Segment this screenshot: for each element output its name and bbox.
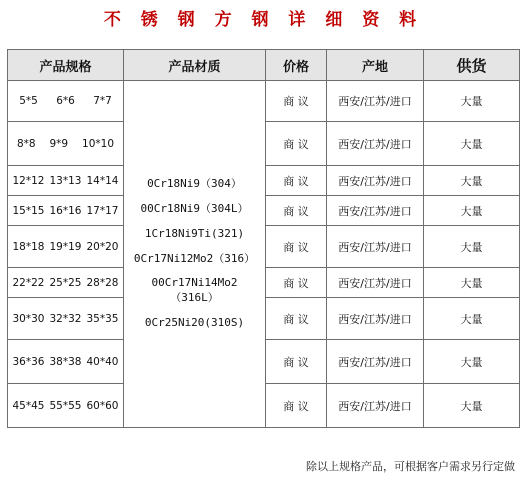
- size-value: 6*6: [56, 95, 75, 107]
- price-cell: 商 议: [266, 384, 327, 428]
- page-title: 不 锈 钢 方 钢 详 细 资 料: [103, 10, 424, 30]
- origin-cell: 西安/江苏/进口: [327, 81, 424, 122]
- supply-cell: 大量: [424, 122, 520, 166]
- size-value: 25*25: [49, 276, 82, 289]
- size-value: 18*18: [12, 240, 45, 253]
- size-value: 35*35: [86, 312, 119, 325]
- size-value: 19*19: [49, 240, 82, 253]
- size-value: 7*7: [93, 95, 112, 107]
- price-cell: 商 议: [266, 122, 327, 166]
- table-body: [8, 81, 520, 428]
- price-cell: 商 议: [266, 268, 327, 298]
- origin-cell: 西安/江苏/进口: [327, 166, 424, 196]
- spec-cell: [8, 226, 124, 268]
- spec-cell: [8, 166, 124, 196]
- price-cell: 商 议: [266, 340, 327, 384]
- origin-cell: 西安/江苏/进口: [327, 268, 424, 298]
- header-supply: 供货: [424, 50, 520, 81]
- origin-cell: 西安/江苏/进口: [327, 226, 424, 268]
- material-item: 0Cr18Ni9（304）: [147, 177, 242, 191]
- size-value: 40*40: [86, 355, 119, 368]
- size-value: 30*30: [12, 312, 45, 325]
- origin-cell: 西安/江苏/进口: [327, 384, 424, 428]
- price-cell: 商 议: [266, 166, 327, 196]
- supply-cell: 大量: [424, 196, 520, 226]
- spec-cell: [8, 196, 124, 226]
- size-value: 55*55: [49, 399, 82, 412]
- size-value: 14*14: [86, 174, 119, 187]
- size-value: 22*22: [12, 276, 45, 289]
- header-price: 价格: [266, 50, 327, 81]
- price-cell: 商 议: [266, 226, 327, 268]
- supply-cell: 大量: [424, 340, 520, 384]
- supply-cell: 大量: [424, 81, 520, 122]
- material-cell: [124, 81, 266, 428]
- material-item: 0Cr25Ni20(310S): [144, 316, 245, 330]
- supply-cell: 大量: [424, 166, 520, 196]
- spec-table: [7, 49, 520, 428]
- material-item: 00Cr17Ni14Mo2 （316L）: [151, 276, 238, 305]
- size-value: 15*15: [12, 204, 45, 217]
- size-value: 28*28: [86, 276, 119, 289]
- size-value: 16*16: [49, 204, 82, 217]
- spec-cell: [8, 81, 124, 122]
- material-item: 1Cr18Ni9Ti(321): [144, 226, 245, 240]
- supply-cell: 大量: [424, 384, 520, 428]
- spec-cell: [8, 268, 124, 298]
- size-value: 9*9: [49, 137, 69, 150]
- price-cell: 商 议: [266, 81, 327, 122]
- origin-cell: 西安/江苏/进口: [327, 298, 424, 340]
- supply-cell: 大量: [424, 268, 520, 298]
- header-spec: 产品规格: [8, 50, 124, 81]
- table-row: [8, 81, 520, 122]
- price-cell: 商 议: [266, 298, 327, 340]
- size-value: 12*12: [12, 174, 45, 187]
- spec-cell: [8, 122, 124, 166]
- table-header-row: [8, 50, 520, 81]
- material-item: 00Cr18Ni9（304L）: [140, 201, 249, 215]
- size-value: 13*13: [49, 174, 82, 187]
- size-value: 45*45: [12, 399, 45, 412]
- size-value: 8*8: [16, 137, 36, 150]
- price-cell: 商 议: [266, 196, 327, 226]
- origin-cell: 西安/江苏/进口: [327, 196, 424, 226]
- size-value: 60*60: [86, 399, 119, 412]
- size-value: 5*5: [19, 95, 38, 107]
- footnote: 除以上规格产品，可根据客户需求另行定做: [306, 460, 515, 473]
- material-item: 0Cr17Ni12Mo2（316）: [133, 251, 256, 265]
- spec-cell: [8, 340, 124, 384]
- supply-cell: 大量: [424, 226, 520, 268]
- supply-cell: 大量: [424, 298, 520, 340]
- size-value: 17*17: [86, 204, 119, 217]
- spec-cell: [8, 384, 124, 428]
- size-value: 32*32: [49, 312, 82, 325]
- size-value: 38*38: [49, 355, 82, 368]
- size-value: 10*10: [82, 137, 115, 150]
- header-origin: 产地: [327, 50, 424, 81]
- spec-cell: [8, 298, 124, 340]
- origin-cell: 西安/江苏/进口: [327, 340, 424, 384]
- size-value: 36*36: [12, 355, 45, 368]
- header-material: 产品材质: [124, 50, 266, 81]
- origin-cell: 西安/江苏/进口: [327, 122, 424, 166]
- size-value: 20*20: [86, 240, 119, 253]
